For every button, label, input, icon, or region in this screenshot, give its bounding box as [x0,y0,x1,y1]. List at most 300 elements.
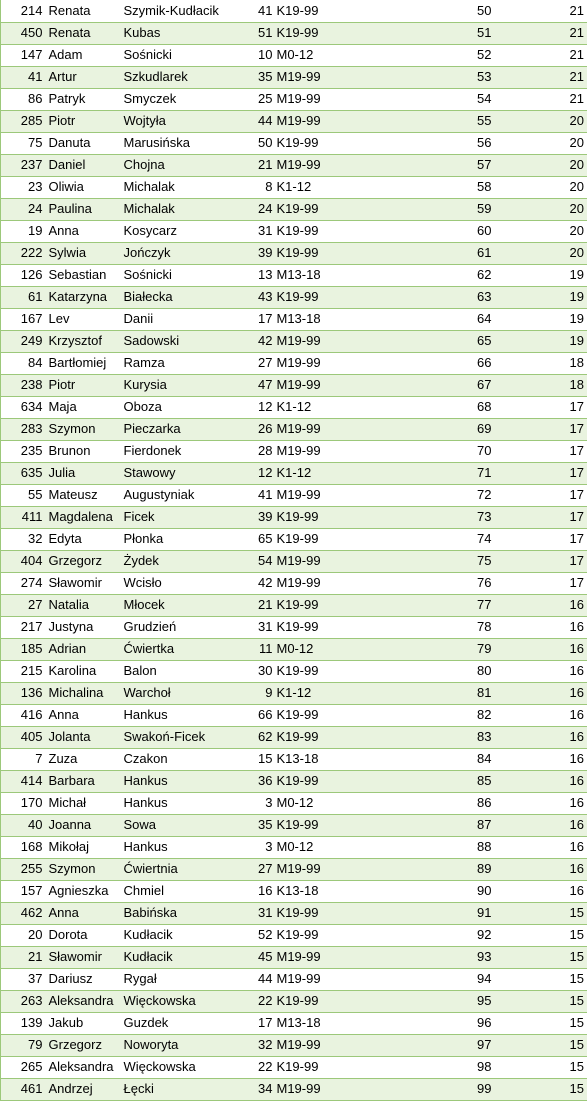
age-cell: 8 [250,176,276,198]
first-name-cell: Michalina [47,682,120,704]
place-cell: 93 [456,946,516,968]
id-cell: 235 [1,440,47,462]
last-name-cell: Wcisło [120,572,250,594]
category-cell: M19-99 [276,1078,456,1100]
id-cell: 405 [1,726,47,748]
place-cell: 56 [456,132,516,154]
last-name-cell: Swakoń-Ficek [120,726,250,748]
age-cell: 42 [250,330,276,352]
category-cell: M19-99 [276,440,456,462]
table-row [1,330,587,352]
first-name-cell: Karolina [47,660,120,682]
first-name-cell: Mateusz [47,484,120,506]
points-cell: 16 [516,748,587,770]
id-cell: 263 [1,990,47,1012]
table-row [1,88,587,110]
points-cell: 16 [516,858,587,880]
last-name-cell: Hankus [120,770,250,792]
points-cell: 20 [516,154,587,176]
points-cell: 15 [516,946,587,968]
place-cell: 86 [456,792,516,814]
points-cell: 16 [516,836,587,858]
points-cell: 18 [516,352,587,374]
points-cell: 17 [516,528,587,550]
category-cell: K1-12 [276,176,456,198]
category-cell: M19-99 [276,858,456,880]
table-row [1,792,587,814]
points-cell: 21 [516,66,587,88]
category-cell: K19-99 [276,726,456,748]
table-row [1,44,587,66]
category-cell: M13-18 [276,308,456,330]
first-name-cell: Julia [47,462,120,484]
first-name-cell: Brunon [47,440,120,462]
id-cell: 214 [1,0,47,22]
last-name-cell: Balon [120,660,250,682]
place-cell: 81 [456,682,516,704]
place-cell: 74 [456,528,516,550]
id-cell: 274 [1,572,47,594]
place-cell: 55 [456,110,516,132]
category-cell: M19-99 [276,352,456,374]
place-cell: 64 [456,308,516,330]
id-cell: 414 [1,770,47,792]
place-cell: 88 [456,836,516,858]
place-cell: 57 [456,154,516,176]
first-name-cell: Krzysztof [47,330,120,352]
category-cell: M0-12 [276,638,456,660]
id-cell: 84 [1,352,47,374]
age-cell: 41 [250,0,276,22]
table-row [1,374,587,396]
category-cell: K19-99 [276,528,456,550]
points-cell: 16 [516,660,587,682]
id-cell: 416 [1,704,47,726]
table-row [1,990,587,1012]
category-cell: M0-12 [276,792,456,814]
place-cell: 85 [456,770,516,792]
points-cell: 15 [516,1012,587,1034]
table-row [1,66,587,88]
id-cell: 61 [1,286,47,308]
points-cell: 20 [516,242,587,264]
category-cell: K19-99 [276,0,456,22]
points-cell: 16 [516,682,587,704]
category-cell: K19-99 [276,770,456,792]
table-row [1,616,587,638]
points-cell: 19 [516,308,587,330]
first-name-cell: Dorota [47,924,120,946]
last-name-cell: Kubas [120,22,250,44]
age-cell: 22 [250,990,276,1012]
last-name-cell: Sadowski [120,330,250,352]
last-name-cell: Młocek [120,594,250,616]
category-cell: M19-99 [276,946,456,968]
points-cell: 17 [516,462,587,484]
table-row [1,770,587,792]
points-cell: 15 [516,1056,587,1078]
place-cell: 72 [456,484,516,506]
id-cell: 461 [1,1078,47,1100]
table-row [1,902,587,924]
place-cell: 92 [456,924,516,946]
table-row [1,154,587,176]
category-cell: M19-99 [276,154,456,176]
last-name-cell: Kosycarz [120,220,250,242]
place-cell: 63 [456,286,516,308]
first-name-cell: Paulina [47,198,120,220]
place-cell: 99 [456,1078,516,1100]
place-cell: 94 [456,968,516,990]
category-cell: M0-12 [276,836,456,858]
table-row [1,594,587,616]
table-row [1,1078,587,1100]
points-cell: 21 [516,88,587,110]
last-name-cell: Szkudlarek [120,66,250,88]
last-name-cell: Kurysia [120,374,250,396]
points-cell: 19 [516,264,587,286]
age-cell: 30 [250,660,276,682]
age-cell: 43 [250,286,276,308]
id-cell: 265 [1,1056,47,1078]
place-cell: 91 [456,902,516,924]
first-name-cell: Aleksandra [47,990,120,1012]
first-name-cell: Barbara [47,770,120,792]
age-cell: 50 [250,132,276,154]
table-row [1,506,587,528]
last-name-cell: Ficek [120,506,250,528]
id-cell: 222 [1,242,47,264]
id-cell: 167 [1,308,47,330]
place-cell: 62 [456,264,516,286]
age-cell: 35 [250,814,276,836]
id-cell: 86 [1,88,47,110]
last-name-cell: Hankus [120,704,250,726]
place-cell: 90 [456,880,516,902]
place-cell: 61 [456,242,516,264]
points-cell: 15 [516,1078,587,1100]
points-cell: 21 [516,44,587,66]
points-cell: 17 [516,418,587,440]
first-name-cell: Grzegorz [47,550,120,572]
place-cell: 71 [456,462,516,484]
last-name-cell: Płonka [120,528,250,550]
place-cell: 98 [456,1056,516,1078]
id-cell: 136 [1,682,47,704]
table-row [1,1012,587,1034]
last-name-cell: Hankus [120,836,250,858]
id-cell: 23 [1,176,47,198]
category-cell: K1-12 [276,396,456,418]
table-row [1,814,587,836]
first-name-cell: Andrzej [47,1078,120,1100]
first-name-cell: Sebastian [47,264,120,286]
category-cell: K19-99 [276,242,456,264]
place-cell: 82 [456,704,516,726]
age-cell: 26 [250,418,276,440]
age-cell: 52 [250,924,276,946]
category-cell: K19-99 [276,902,456,924]
table-row [1,858,587,880]
table-row [1,968,587,990]
first-name-cell: Anna [47,704,120,726]
points-cell: 17 [516,506,587,528]
id-cell: 404 [1,550,47,572]
id-cell: 40 [1,814,47,836]
last-name-cell: Jończyk [120,242,250,264]
age-cell: 39 [250,506,276,528]
age-cell: 22 [250,1056,276,1078]
place-cell: 80 [456,660,516,682]
table-row [1,396,587,418]
place-cell: 77 [456,594,516,616]
age-cell: 35 [250,66,276,88]
age-cell: 41 [250,484,276,506]
id-cell: 24 [1,198,47,220]
category-cell: K1-12 [276,462,456,484]
table-row [1,110,587,132]
table-row [1,726,587,748]
last-name-cell: Więckowska [120,1056,250,1078]
id-cell: 215 [1,660,47,682]
place-cell: 97 [456,1034,516,1056]
first-name-cell: Adam [47,44,120,66]
age-cell: 44 [250,968,276,990]
age-cell: 47 [250,374,276,396]
last-name-cell: Kudłacik [120,924,250,946]
place-cell: 78 [456,616,516,638]
first-name-cell: Patryk [47,88,120,110]
first-name-cell: Natalia [47,594,120,616]
age-cell: 65 [250,528,276,550]
first-name-cell: Dariusz [47,968,120,990]
last-name-cell: Grudzień [120,616,250,638]
table-row [1,880,587,902]
results-table-body [1,0,587,1100]
category-cell: M13-18 [276,1012,456,1034]
id-cell: 411 [1,506,47,528]
id-cell: 283 [1,418,47,440]
age-cell: 31 [250,902,276,924]
last-name-cell: Babińska [120,902,250,924]
age-cell: 9 [250,682,276,704]
age-cell: 66 [250,704,276,726]
points-cell: 16 [516,792,587,814]
table-row [1,352,587,374]
id-cell: 139 [1,1012,47,1034]
first-name-cell: Joanna [47,814,120,836]
table-row [1,638,587,660]
category-cell: K19-99 [276,594,456,616]
category-cell: M19-99 [276,550,456,572]
table-row [1,462,587,484]
place-cell: 95 [456,990,516,1012]
last-name-cell: Sośnicki [120,264,250,286]
age-cell: 12 [250,462,276,484]
id-cell: 185 [1,638,47,660]
points-cell: 16 [516,594,587,616]
category-cell: M19-99 [276,968,456,990]
category-cell: M19-99 [276,484,456,506]
last-name-cell: Ćwiertka [120,638,250,660]
table-row [1,220,587,242]
points-cell: 16 [516,616,587,638]
last-name-cell: Żydek [120,550,250,572]
last-name-cell: Pieczarka [120,418,250,440]
category-cell: K19-99 [276,616,456,638]
last-name-cell: Smyczek [120,88,250,110]
age-cell: 39 [250,242,276,264]
first-name-cell: Maja [47,396,120,418]
id-cell: 41 [1,66,47,88]
category-cell: K19-99 [276,814,456,836]
id-cell: 147 [1,44,47,66]
place-cell: 73 [456,506,516,528]
first-name-cell: Jolanta [47,726,120,748]
age-cell: 28 [250,440,276,462]
last-name-cell: Warchoł [120,682,250,704]
id-cell: 635 [1,462,47,484]
category-cell: K19-99 [276,1056,456,1078]
id-cell: 634 [1,396,47,418]
table-row [1,308,587,330]
last-name-cell: Czakon [120,748,250,770]
place-cell: 54 [456,88,516,110]
age-cell: 54 [250,550,276,572]
age-cell: 24 [250,198,276,220]
last-name-cell: Kudłacik [120,946,250,968]
table-row [1,22,587,44]
points-cell: 20 [516,132,587,154]
first-name-cell: Artur [47,66,120,88]
first-name-cell: Anna [47,902,120,924]
place-cell: 83 [456,726,516,748]
points-cell: 17 [516,396,587,418]
age-cell: 25 [250,88,276,110]
category-cell: M19-99 [276,330,456,352]
last-name-cell: Białecka [120,286,250,308]
points-cell: 15 [516,902,587,924]
age-cell: 27 [250,858,276,880]
points-cell: 20 [516,176,587,198]
last-name-cell: Chmiel [120,880,250,902]
first-name-cell: Sylwia [47,242,120,264]
table-row [1,440,587,462]
points-cell: 16 [516,814,587,836]
age-cell: 45 [250,946,276,968]
id-cell: 450 [1,22,47,44]
place-cell: 68 [456,396,516,418]
points-cell: 20 [516,198,587,220]
first-name-cell: Piotr [47,110,120,132]
id-cell: 157 [1,880,47,902]
points-cell: 16 [516,770,587,792]
place-cell: 69 [456,418,516,440]
category-cell: K19-99 [276,220,456,242]
points-cell: 20 [516,110,587,132]
last-name-cell: Wojtyła [120,110,250,132]
age-cell: 62 [250,726,276,748]
place-cell: 59 [456,198,516,220]
table-row [1,528,587,550]
last-name-cell: Michalak [120,176,250,198]
category-cell: K19-99 [276,660,456,682]
first-name-cell: Danuta [47,132,120,154]
last-name-cell: Rygał [120,968,250,990]
first-name-cell: Magdalena [47,506,120,528]
age-cell: 3 [250,792,276,814]
id-cell: 285 [1,110,47,132]
id-cell: 79 [1,1034,47,1056]
age-cell: 31 [250,616,276,638]
id-cell: 249 [1,330,47,352]
category-cell: M19-99 [276,572,456,594]
table-row [1,572,587,594]
place-cell: 50 [456,0,516,22]
last-name-cell: Hankus [120,792,250,814]
id-cell: 170 [1,792,47,814]
last-name-cell: Chojna [120,154,250,176]
age-cell: 51 [250,22,276,44]
id-cell: 126 [1,264,47,286]
table-row [1,132,587,154]
first-name-cell: Mikołaj [47,836,120,858]
category-cell: M0-12 [276,44,456,66]
table-row [1,176,587,198]
category-cell: K1-12 [276,682,456,704]
category-cell: K19-99 [276,704,456,726]
first-name-cell: Grzegorz [47,1034,120,1056]
place-cell: 53 [456,66,516,88]
table-row [1,286,587,308]
points-cell: 16 [516,638,587,660]
age-cell: 15 [250,748,276,770]
age-cell: 27 [250,352,276,374]
first-name-cell: Sławomir [47,946,120,968]
table-row [1,704,587,726]
id-cell: 19 [1,220,47,242]
first-name-cell: Lev [47,308,120,330]
first-name-cell: Oliwia [47,176,120,198]
table-row [1,924,587,946]
age-cell: 32 [250,1034,276,1056]
points-cell: 16 [516,726,587,748]
table-row [1,660,587,682]
place-cell: 84 [456,748,516,770]
id-cell: 217 [1,616,47,638]
category-cell: M19-99 [276,374,456,396]
points-cell: 21 [516,0,587,22]
first-name-cell: Agnieszka [47,880,120,902]
age-cell: 34 [250,1078,276,1100]
category-cell: M19-99 [276,1034,456,1056]
last-name-cell: Więckowska [120,990,250,1012]
age-cell: 31 [250,220,276,242]
table-row [1,748,587,770]
table-row [1,946,587,968]
place-cell: 66 [456,352,516,374]
points-cell: 19 [516,286,587,308]
first-name-cell: Piotr [47,374,120,396]
age-cell: 44 [250,110,276,132]
last-name-cell: Michalak [120,198,250,220]
last-name-cell: Sośnicki [120,44,250,66]
place-cell: 70 [456,440,516,462]
first-name-cell: Adrian [47,638,120,660]
age-cell: 16 [250,880,276,902]
last-name-cell: Ramza [120,352,250,374]
points-cell: 15 [516,924,587,946]
